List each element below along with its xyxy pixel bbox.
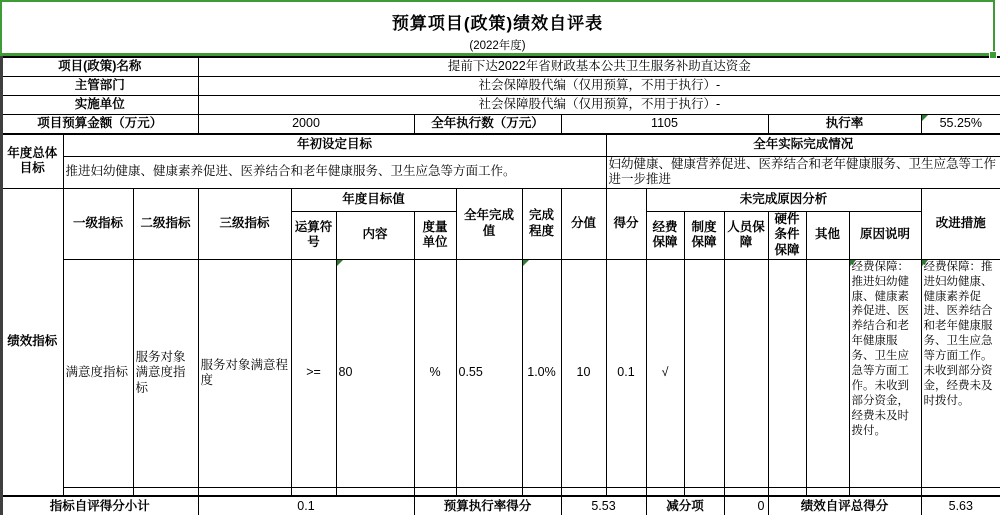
text-format-flag-icon bbox=[337, 260, 343, 266]
row-overall-headers bbox=[1, 134, 1000, 156]
cell-indicator-level3[interactable]: 服务对象满意程度 bbox=[198, 259, 291, 487]
cell-exec-rate-score-label[interactable]: 预算执行率得分 bbox=[414, 496, 561, 515]
cell-indicator-unit[interactable]: % bbox=[414, 259, 456, 487]
col-header-staff[interactable]: 人员保障 bbox=[724, 211, 768, 259]
text-format-flag-icon bbox=[922, 115, 928, 121]
text-format-flag-icon bbox=[850, 260, 856, 266]
self-evaluation-table bbox=[0, 56, 1000, 515]
cell-goal-set-header[interactable]: 年初设定目标 bbox=[63, 134, 606, 156]
cell-exec-value[interactable]: 1105 bbox=[561, 114, 768, 134]
row-indicator-data bbox=[1, 259, 1000, 487]
cell-empty[interactable] bbox=[291, 487, 336, 496]
page-subtitle: (2022年度) bbox=[469, 40, 526, 52]
cell-perf-group-label[interactable]: 绩效指标 bbox=[1, 188, 63, 496]
cell-reason-staff[interactable] bbox=[724, 259, 768, 487]
selection-fill-handle[interactable] bbox=[989, 51, 997, 59]
content-value-text: 80 bbox=[338, 365, 353, 380]
cell-improve-text[interactable] bbox=[921, 259, 1000, 487]
cell-reason-hardware[interactable] bbox=[768, 259, 806, 487]
cell-indicator-content[interactable] bbox=[336, 259, 414, 487]
cell-empty[interactable] bbox=[768, 487, 806, 496]
cell-exec-label[interactable]: 全年执行数（万元） bbox=[414, 114, 561, 134]
cell-empty[interactable] bbox=[133, 487, 198, 496]
cell-goal-actual-header[interactable]: 全年实际完成情况 bbox=[606, 134, 1000, 156]
cell-empty[interactable] bbox=[921, 487, 1000, 496]
col-header-level3[interactable]: 三级指标 bbox=[198, 188, 291, 259]
cell-score-subtotal-label[interactable]: 指标自评得分小计 bbox=[1, 496, 198, 515]
cell-empty[interactable] bbox=[456, 487, 522, 496]
col-header-hardware[interactable]: 硬件条件保障 bbox=[768, 211, 806, 259]
cell-indicator-level2[interactable]: 服务对象满意度指标 bbox=[133, 259, 198, 487]
cell-project-name-label[interactable]: 项目(政策)名称 bbox=[1, 57, 198, 76]
reason-value-text: 经费保障：推进妇幼健康、健康素养促进、医养结合和老年健康服务、卫生应急等方面工作。未收到部分资金，经费未及时拨付。 bbox=[851, 260, 909, 437]
col-header-content[interactable]: 内容 bbox=[336, 211, 414, 259]
cell-budget-label[interactable]: 项目预算金额（万元） bbox=[1, 114, 198, 134]
row-summary bbox=[1, 496, 1000, 515]
row-budget bbox=[1, 114, 1000, 134]
rate-value-text: 55.25% bbox=[939, 115, 982, 130]
cell-reason-fund[interactable]: √ bbox=[646, 259, 684, 487]
cell-total-score-value[interactable]: 5.63 bbox=[921, 496, 1000, 515]
cell-empty[interactable] bbox=[63, 487, 133, 496]
cell-reason-system[interactable] bbox=[684, 259, 724, 487]
text-format-flag-icon bbox=[523, 260, 529, 266]
cell-indicator-level1[interactable]: 满意度指标 bbox=[63, 259, 133, 487]
col-header-level2[interactable]: 二级指标 bbox=[133, 188, 198, 259]
row-unit bbox=[1, 95, 1000, 114]
cell-goal-set-text[interactable]: 推进妇幼健康、健康素养促进、医养结合和老年健康服务、卫生应急等方面工作。 bbox=[63, 156, 606, 188]
cell-reason-other[interactable] bbox=[806, 259, 849, 487]
cell-exec-rate-score-value[interactable]: 5.53 bbox=[561, 496, 646, 515]
cell-unit-label[interactable]: 实施单位 bbox=[1, 95, 198, 114]
cell-empty[interactable] bbox=[561, 487, 606, 496]
cell-empty[interactable] bbox=[198, 487, 291, 496]
cell-empty[interactable] bbox=[849, 487, 921, 496]
cell-dept-label[interactable]: 主管部门 bbox=[1, 76, 198, 95]
cell-empty[interactable] bbox=[806, 487, 849, 496]
col-header-unit[interactable]: 度量单位 bbox=[414, 211, 456, 259]
col-header-other[interactable]: 其他 bbox=[806, 211, 849, 259]
col-header-score[interactable]: 分值 bbox=[561, 188, 606, 259]
cell-empty[interactable] bbox=[414, 487, 456, 496]
col-header-target-group[interactable]: 年度目标值 bbox=[291, 188, 456, 211]
col-header-level1[interactable]: 一级指标 bbox=[63, 188, 133, 259]
cell-reason-text[interactable] bbox=[849, 259, 921, 487]
col-header-fund[interactable]: 经费保障 bbox=[646, 211, 684, 259]
row-spacer bbox=[1, 487, 1000, 496]
cell-empty[interactable] bbox=[522, 487, 561, 496]
degree-value-text: 1.0% bbox=[527, 365, 556, 380]
cell-goal-actual-text[interactable]: 妇幼健康、健康营养促进、医养结合和老年健康服务、卫生应急等工作进一步推进 bbox=[606, 156, 1000, 188]
cell-deduction-label[interactable]: 减分项 bbox=[646, 496, 724, 515]
row-dept bbox=[1, 76, 1000, 95]
cell-empty[interactable] bbox=[606, 487, 646, 496]
cell-empty[interactable] bbox=[684, 487, 724, 496]
sheet-left-edge bbox=[0, 56, 3, 515]
col-header-system[interactable]: 制度保障 bbox=[684, 211, 724, 259]
cell-overall-goal-label[interactable]: 年度总体目标 bbox=[1, 134, 63, 188]
cell-project-name-value[interactable]: 提前下达2022年省财政基本公共卫生服务补助直达资金 bbox=[198, 57, 1000, 76]
row-overall-texts bbox=[1, 156, 1000, 188]
col-header-year-value[interactable]: 全年完成值 bbox=[456, 188, 522, 259]
cell-total-score-label[interactable]: 绩效自评总得分 bbox=[768, 496, 921, 515]
col-header-gained[interactable]: 得分 bbox=[606, 188, 646, 259]
col-header-degree[interactable]: 完成程度 bbox=[522, 188, 561, 259]
cell-empty[interactable] bbox=[336, 487, 414, 496]
cell-unit-value[interactable]: 社会保障股代编（仅用预算，不用于执行）- bbox=[198, 95, 1000, 114]
col-header-reason-group[interactable]: 未完成原因分析 bbox=[646, 188, 921, 211]
col-header-improve[interactable]: 改进措施 bbox=[921, 188, 1000, 259]
row-project-name bbox=[1, 57, 1000, 76]
cell-rate-value[interactable] bbox=[921, 114, 1000, 134]
improve-value-text: 经费保障：推进妇幼健康、健康素养促进、医养结合和老年健康服务、卫生应急等方面工作。未收到部分资金，经费未及时拨付。 bbox=[923, 260, 993, 408]
cell-rate-label[interactable]: 执行率 bbox=[768, 114, 921, 134]
cell-dept-value[interactable]: 社会保障股代编（仅用预算，不用于执行）- bbox=[198, 76, 1000, 95]
page-title: 预算项目(政策)绩效自评表 bbox=[391, 14, 604, 33]
col-header-reason[interactable]: 原因说明 bbox=[849, 211, 921, 259]
cell-deduction-value[interactable]: 0 bbox=[724, 496, 768, 515]
cell-indicator-gained[interactable]: 0.1 bbox=[606, 259, 646, 487]
row-indicator-header-1 bbox=[1, 188, 1000, 211]
cell-score-subtotal-value[interactable]: 0.1 bbox=[198, 496, 414, 515]
cell-indicator-operator[interactable]: >= bbox=[291, 259, 336, 487]
cell-indicator-degree[interactable] bbox=[522, 259, 561, 487]
col-header-operator[interactable]: 运算符号 bbox=[291, 211, 336, 259]
cell-empty[interactable] bbox=[724, 487, 768, 496]
cell-empty[interactable] bbox=[646, 487, 684, 496]
title-selection-cell[interactable] bbox=[0, 0, 995, 56]
cell-indicator-score[interactable]: 10 bbox=[561, 259, 606, 487]
cell-indicator-year-value[interactable]: 0.55 bbox=[456, 259, 522, 487]
cell-budget-value[interactable]: 2000 bbox=[198, 114, 414, 134]
text-format-flag-icon bbox=[922, 260, 928, 266]
